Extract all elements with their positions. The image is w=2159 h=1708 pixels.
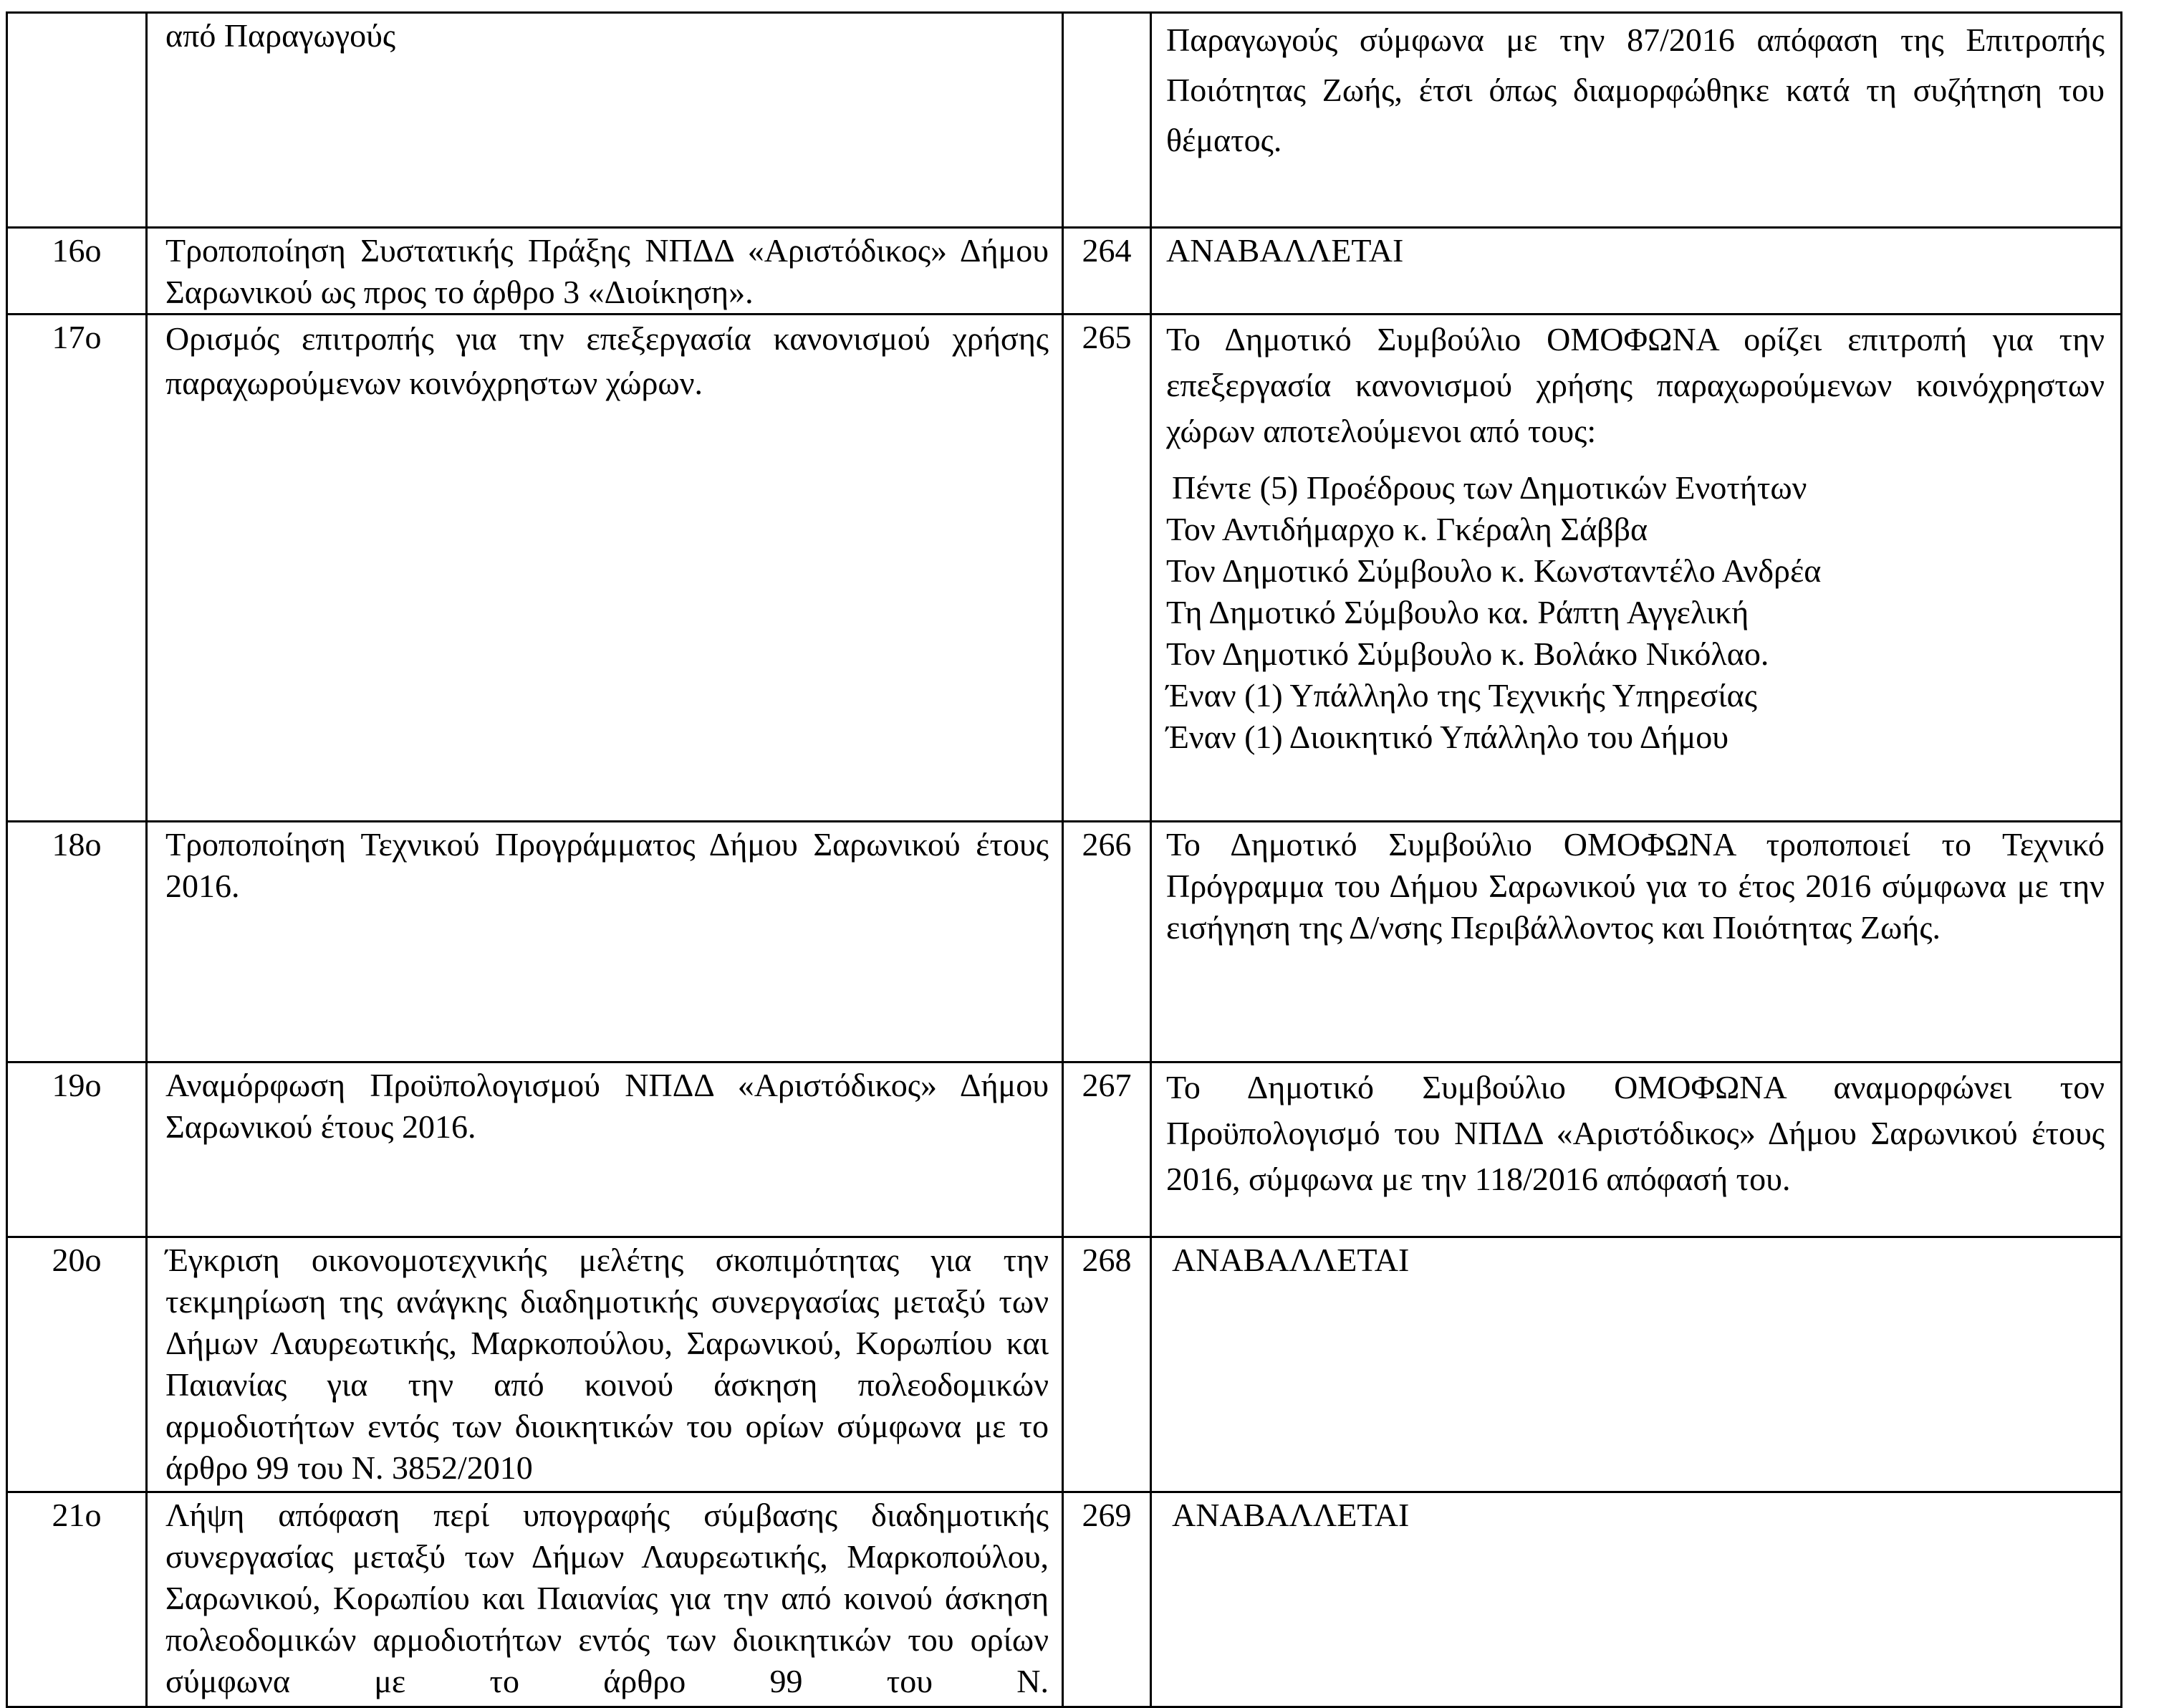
item-subject: Αναμόρφωση Προϋπολογισμού ΝΠΔΔ «Αριστόδικος» Δήμου Σαρωνικού έτους 2016. [147,1062,1063,1237]
decision-result: ΑΝΑΒΑΛΛΕΤΑΙ [1151,228,2122,315]
list-item: Έναν (1) Υπάλληλο της Τεχνικής Υπηρεσίας [1166,677,1757,714]
table-row [7,13,2122,228]
item-number: 20ο [7,1237,147,1492]
table-row [7,228,2122,315]
item-subject: Λήψη απόφαση περί υπογραφής σύμβασης διαδημοτικής συνεργασίας μεταξύ των Δήμων Λαυρεωτικής, Μαρκοπούλου, Σαρωνικού, Κορωπίου και Παιανίας για την από κοινού άσκηση πολεοδομικών αρμοδιοτήτων εντός των διοικητικών του ορίων σύμφωνα με το άρθρο 99 του Ν. [147,1492,1063,1707]
table-row [7,822,2122,1062]
decision-number: 264 [1063,228,1151,315]
table-row [7,315,2122,822]
table-row [7,1062,2122,1237]
decision-result: ΑΝΑΒΑΛΛΕΤΑΙ [1151,1492,2122,1707]
decision-result: ΑΝΑΒΑΛΛΕΤΑΙ [1151,1237,2122,1492]
decision-result: Το Δημοτικό Συμβούλιο ΟΜΟΦΩΝΑ αναμορφώνει τον Προϋπολογισμό του ΝΠΔΔ «Αριστόδικος» Δήμου Σαρωνικού έτους 2016, σύμφωνα με την 118/2016 απόφασή του. [1151,1062,2122,1237]
item-subject: από Παραγωγούς [147,13,1063,228]
list-item: Τον Δημοτικό Σύμβουλο κ. Βολάκο Νικόλαο. [1166,635,1769,672]
decision-number: 268 [1063,1237,1151,1492]
committee-members-list [1166,467,2105,758]
item-subject: Έγκριση οικονομοτεχνικής μελέτης σκοπιμότητας για την τεκμηρίωση της ανάγκης διαδημοτικής συνεργασίας μεταξύ των Δήμων Λαυρεωτικής, Μαρκοπούλου, Σαρωνικού, Κορωπίου και Παιανίας για την από κοινού άσκηση πολεοδομικών αρμοδιοτήτων εντός των διοικητικών του ορίων σύμφωνα με το άρθρο 99 του Ν. 3852/2010 [147,1237,1063,1492]
agenda-table [6,11,2122,1708]
decision-number: 267 [1063,1062,1151,1237]
decision-number [1063,13,1151,228]
list-item: Τον Δημοτικό Σύμβουλο κ. Κωνσταντέλο Ανδρέα [1166,552,1822,589]
decision-number: 266 [1063,822,1151,1062]
item-number: 19ο [7,1062,147,1237]
item-number: 17ο [7,315,147,822]
list-item: Έναν (1) Διοικητικό Υπάλληλο του Δήμου [1166,719,1729,755]
item-number [7,13,147,228]
table-row [7,1492,2122,1707]
list-item: Πέντε (5) Προέδρους των Δημοτικών Ενοτήτων [1172,469,1807,506]
list-item: Τον Αντιδήμαρχο κ. Γκέραλη Σάββα [1166,511,1648,547]
item-number: 18ο [7,822,147,1062]
list-item: Τη Δημοτικό Σύμβουλο κα. Ράπτη Αγγελική [1166,594,1749,630]
item-number: 21ο [7,1492,147,1707]
decision-number: 269 [1063,1492,1151,1707]
item-number: 16ο [7,228,147,315]
item-subject: Ορισμός επιτροπής για την επεξεργασία κανονισμού χρήσης παραχωρούμενων κοινόχρηστων χώρων. [147,315,1063,822]
decision-result: Το Δημοτικό Συμβούλιο ΟΜΟΦΩΝΑ τροποποιεί το Τεχνικό Πρόγραμμα του Δήμου Σαρωνικού για το έτος 2016 σύμφωνα με την εισήγηση της Δ/νσης Περιβάλλοντος και Ποιότητας Ζωής. [1151,822,2122,1062]
decision-number: 265 [1063,315,1151,822]
item-subject: Τροποποίηση Τεχνικού Προγράμματος Δήμου Σαρωνικού έτους 2016. [147,822,1063,1062]
table-row [7,1237,2122,1492]
decision-result: Παραγωγούς σύμφωνα με την 87/2016 απόφαση της Επιτροπής Ποιότητας Ζωής, έτσι όπως διαμορφώθηκε κατά τη συζήτηση του θέματος. [1151,13,2122,228]
item-subject: Τροποποίηση Συστατικής Πράξης ΝΠΔΔ «Αριστόδικος» Δήμου Σαρωνικού ως προς το άρθρο 3 «Διοίκηση». [147,228,1063,315]
decision-result: Το Δημοτικό Συμβούλιο ΟΜΟΦΩΝΑ ορίζει επιτροπή για την επεξεργασία κανονισμού χρήσης παραχωρούμενων κοινόχρηστων χώρων αποτελούμενοι από τους: Πέντε (5) Προέδρους των Δημοτικών Ενοτήτων Τον Αντιδήμαρχο κ. Γκέραλη Σάββα Τον Δημοτικό Σύμβουλο κ. Κωνσταντέλο Ανδρέα Τη Δημοτικό Σύμβουλο κα. Ράπτη Αγγελική Τον Δημοτικό Σύμβουλο κ. Βολάκο Νικόλαο. Έναν (1) Υπάλληλο της Τεχνικής Υπηρεσίας Έναν (1) Διοικητικό Υπάλληλο του Δήμου [1151,315,2122,822]
